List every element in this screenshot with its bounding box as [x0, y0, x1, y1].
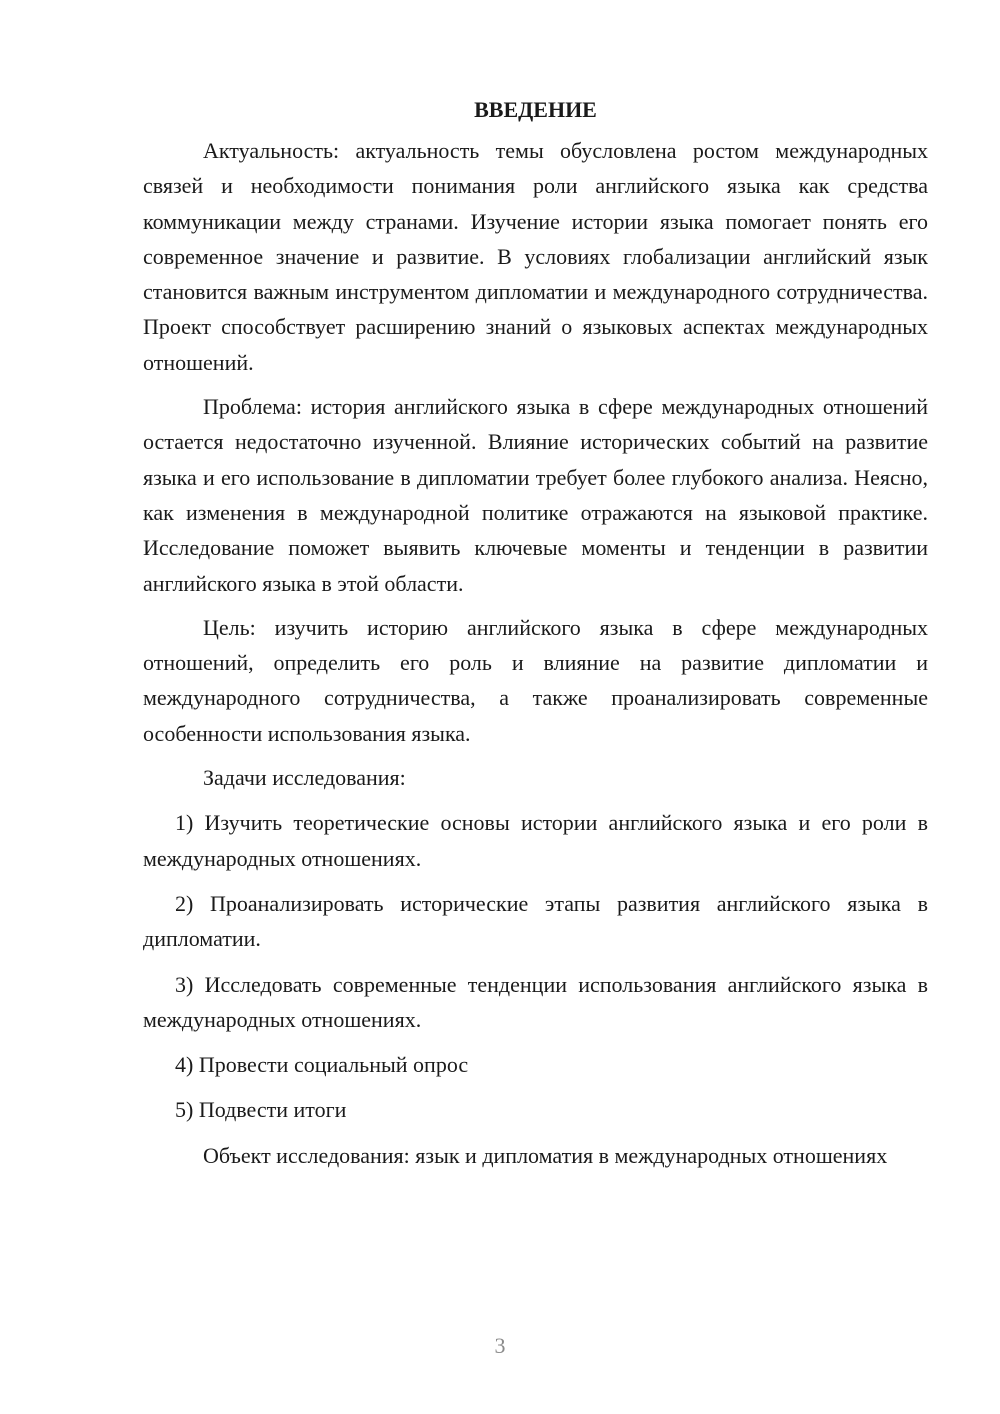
task-item-2: 2) Проанализировать исторические этапы развития английского языка в дипломатии. — [143, 890, 928, 952]
document-page — [143, 92, 928, 1173]
problem-paragraph: Проблема: история английского языка в сфере международных отношений остается недостаточно изученной. Влияние исторических событий на развитие языка и его использование в дипломатии требует более глубокого анализа. Неясно, как изменения в международной политике отражаются на языковой практике. Исследование поможет выявить ключевые моменты и тенденции в развитии английского языка в этой области. — [143, 394, 928, 596]
object-paragraph: Объект исследования: язык и дипломатия в международных отношениях — [203, 1142, 888, 1168]
tasks-heading: Задачи исследования: — [203, 765, 406, 791]
task-item-5: 5) Подвести итоги — [175, 1097, 347, 1123]
task-item-1: 1) Изучить теоретические основы истории английского языка и его роли в международных отношениях. — [143, 810, 928, 871]
task-item-4: 4) Провести социальный опрос — [175, 1052, 469, 1078]
page-number: 3 — [494, 1333, 506, 1358]
goal-paragraph: Цель: изучить историю английского языка в сфере международных отношений, определить его роль и влияние на развитие дипломатии и международного сотрудничества, а также проанализировать современные особенности использования языка. — [143, 614, 928, 746]
page-title: ВВЕДЕНИЕ — [474, 97, 597, 122]
relevance-paragraph: Актуальность: актуальность темы обусловлена ростом международных связей и необходимости понимания роли английского языка как средства коммуникации между странами. Изучение истории языка помогает понять его современное значение и развитие. В условиях глобализации английский язык становится важным инструментом дипломатии и международного сотрудничества. Проект способствует расширению знаний о языковых аспектах международных отношений. — [143, 138, 928, 375]
task-item-3: 3) Исследовать современные тенденции использования английского языка в международных отношениях. — [143, 971, 928, 1032]
